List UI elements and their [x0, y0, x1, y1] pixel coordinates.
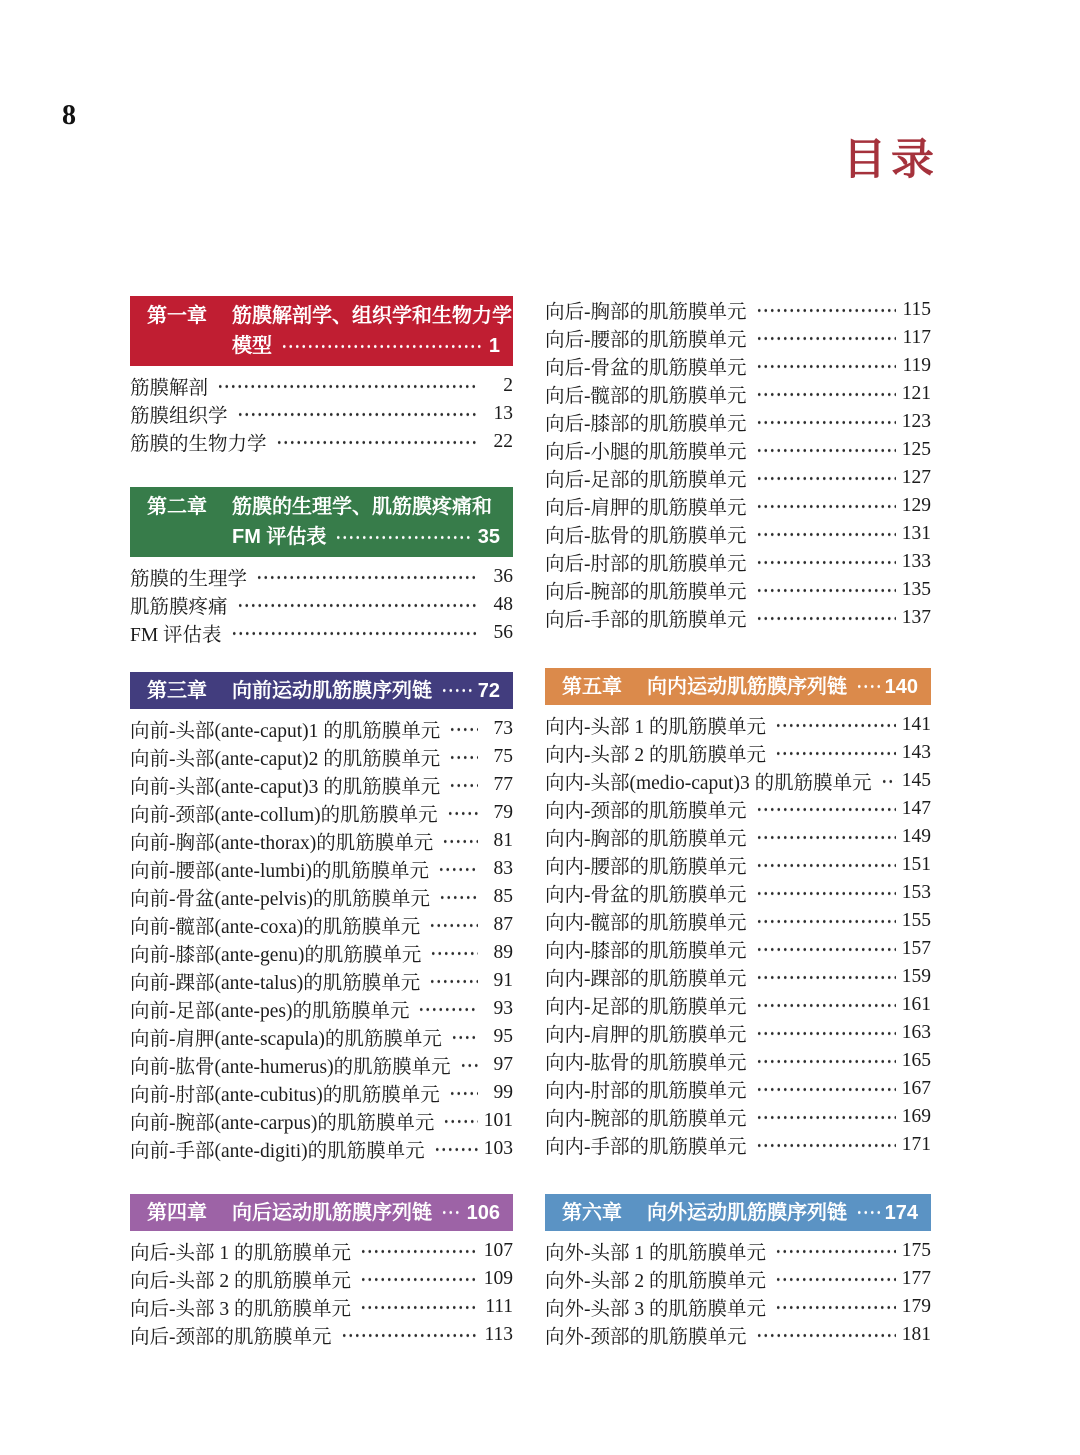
toc-item: [130, 619, 513, 647]
toc-item-label: 向内-手部的肌筋膜单元: [545, 1137, 747, 1158]
chapter-number-label: 第一章: [147, 305, 207, 327]
dot-leader: [756, 408, 897, 436]
toc-item-page: 125: [901, 439, 931, 460]
dot-leader: [775, 1265, 896, 1293]
toc-item-page: 179: [901, 1296, 931, 1317]
dot-leader: [756, 795, 897, 823]
toc-item-label: 筋膜解剖: [130, 378, 209, 399]
toc-item-page: 83: [493, 858, 513, 879]
toc-item-list: [130, 563, 513, 647]
toc-item-page: 95: [493, 1026, 513, 1047]
toc-item: [130, 883, 513, 911]
toc-item-page: 109: [483, 1268, 513, 1289]
chapter-title: 向内运动肌筋膜序列链: [647, 675, 847, 698]
toc-item: [130, 1051, 513, 1079]
toc-item-label: 向后-手部的肌筋膜单元: [545, 610, 747, 631]
toc-item-label: 向后-髋部的肌筋膜单元: [545, 386, 747, 407]
toc-item-label: 向前-肱骨(ante-humerus)的肌筋膜单元: [130, 1057, 451, 1078]
toc-item-list: [545, 296, 931, 632]
toc-item: [545, 711, 931, 739]
dot-leader: [756, 851, 897, 879]
toc-item-page: 81: [493, 830, 513, 851]
chapter-title: 筋膜的生理学、肌筋膜疼痛和: [232, 496, 492, 518]
toc-item-page: 155: [901, 910, 931, 931]
chapter-header-row: [147, 1198, 500, 1228]
chapter-title-line2: FM 评估表: [232, 526, 327, 548]
dot-leader: [856, 672, 880, 702]
toc-item: [545, 408, 931, 436]
chapter-header-row: [147, 676, 500, 706]
toc-section: [130, 672, 513, 1163]
chapter-title: 筋膜解剖学、组织学和生物力学: [232, 305, 512, 327]
chapter-header: [545, 668, 931, 705]
dot-leader: [756, 935, 897, 963]
dot-leader: [217, 372, 478, 400]
toc-item-list: [545, 711, 931, 1159]
toc-item: [545, 1019, 931, 1047]
dot-leader: [449, 743, 478, 771]
toc-item: [545, 576, 931, 604]
toc-item: [130, 1107, 513, 1135]
toc-item-label: 向后-头部 3 的肌筋膜单元: [130, 1299, 351, 1320]
toc-item-page: 121: [901, 383, 931, 404]
chapter-page-number: 106: [466, 1201, 500, 1224]
toc-item: [130, 1237, 513, 1265]
toc-item-page: 159: [901, 966, 931, 987]
toc-item: [545, 823, 931, 851]
toc-item: [130, 715, 513, 743]
dot-leader: [756, 464, 897, 492]
dot-leader: [438, 855, 478, 883]
dot-leader: [756, 907, 897, 935]
toc-item: [545, 520, 931, 548]
page-number: 8: [62, 100, 76, 131]
dot-leader: [756, 1047, 897, 1075]
toc-item-label: 向后-腕部的肌筋膜单元: [545, 582, 747, 603]
toc-item-label: 向内-踝部的肌筋膜单元: [545, 969, 747, 990]
toc-item: [130, 1023, 513, 1051]
toc-item-label: 向后-腰部的肌筋膜单元: [545, 330, 747, 351]
toc-item: [545, 324, 931, 352]
toc-item-page: 115: [902, 299, 931, 320]
chapter-page-number: 72: [477, 679, 500, 702]
toc-item-label: 向前-肩胛(ante-scapula)的肌筋膜单元: [130, 1029, 442, 1050]
toc-item-page: 157: [901, 938, 931, 959]
toc-item-label: 向后-颈部的肌筋膜单元: [130, 1327, 332, 1348]
toc-item-label: 向内-髋部的肌筋膜单元: [545, 913, 747, 934]
toc-item-page: 129: [901, 495, 931, 516]
toc-item-label: 向前-腰部(ante-lumbi)的肌筋膜单元: [130, 861, 429, 882]
toc-item: [130, 799, 513, 827]
toc-item: [545, 935, 931, 963]
toc-item-label: 向内-腕部的肌筋膜单元: [545, 1109, 747, 1130]
toc-item-page: 127: [901, 467, 931, 488]
toc-item-label: 向前-手部(ante-digiti)的肌筋膜单元: [130, 1141, 425, 1162]
toc-item-page: 91: [493, 970, 513, 991]
chapter-title: 向前运动肌筋膜序列链: [232, 679, 432, 702]
toc-item-page: 153: [901, 882, 931, 903]
toc-item-page: 123: [901, 411, 931, 432]
chapter-header: [130, 487, 513, 557]
toc-item-page: 97: [493, 1054, 513, 1075]
chapter-header: [130, 1194, 513, 1231]
toc-item: [545, 1321, 931, 1349]
dot-leader: [449, 715, 478, 743]
toc-item-list: [545, 1237, 931, 1349]
toc-item-page: 145: [901, 770, 931, 791]
toc-item-page: 165: [901, 1050, 931, 1071]
dot-leader: [360, 1293, 478, 1321]
chapter-page-number: 140: [884, 675, 918, 698]
toc-item-label: 向内-骨盆的肌筋膜单元: [545, 885, 747, 906]
toc-item: [545, 436, 931, 464]
dot-leader: [756, 520, 897, 548]
toc-item-page: 143: [901, 742, 931, 763]
toc-item-page: 111: [485, 1296, 513, 1317]
chapter-header-row: [147, 492, 500, 522]
toc-item-page: 48: [493, 594, 513, 615]
dot-leader: [775, 1237, 896, 1265]
toc-item-label: 向后-肘部的肌筋膜单元: [545, 554, 747, 575]
toc-section: [130, 1194, 513, 1349]
toc-item-label: 向内-颈部的肌筋膜单元: [545, 801, 747, 822]
toc-item-label: 向前-膝部(ante-genu)的肌筋膜单元: [130, 945, 422, 966]
toc-item: [130, 911, 513, 939]
dot-leader: [442, 827, 478, 855]
chapter-header-row: [147, 301, 512, 331]
dot-leader: [775, 711, 896, 739]
dot-leader: [756, 296, 897, 324]
toc-item-page: 75: [493, 746, 513, 767]
toc-section: [545, 1194, 931, 1349]
toc-item: [130, 1079, 513, 1107]
dot-leader: [276, 428, 478, 456]
dot-leader: [256, 563, 478, 591]
chapter-header: [130, 296, 513, 366]
dot-leader: [430, 939, 478, 967]
toc-item-label: 向后-肱骨的肌筋膜单元: [545, 526, 747, 547]
toc-item: [130, 400, 513, 428]
toc-item-page: 89: [493, 942, 513, 963]
toc-item-page: 163: [901, 1022, 931, 1043]
toc-item-list: [130, 1237, 513, 1349]
toc-item-label: 向前-头部(ante-caput)2 的肌筋膜单元: [130, 749, 441, 770]
toc-item-label: 向内-腰部的肌筋膜单元: [545, 857, 747, 878]
toc-item-page: 73: [493, 718, 513, 739]
dot-leader: [231, 619, 478, 647]
toc-item: [545, 907, 931, 935]
toc-item-page: 137: [901, 607, 931, 628]
toc-item: [545, 380, 931, 408]
toc-item-label: 向前-胸部(ante-thorax)的肌筋膜单元: [130, 833, 434, 854]
toc-item-label: 向后-头部 1 的肌筋膜单元: [130, 1243, 351, 1264]
dot-leader: [881, 767, 896, 795]
toc-item-page: 13: [493, 403, 513, 424]
dot-leader: [756, 1103, 897, 1131]
toc-item-page: 167: [901, 1078, 931, 1099]
toc-item-label: 向内-肘部的肌筋膜单元: [545, 1081, 747, 1102]
dot-leader: [441, 676, 473, 706]
toc-item-label: 向外-颈部的肌筋膜单元: [545, 1327, 747, 1348]
dot-leader: [443, 1107, 478, 1135]
toc-item-label: 向前-头部(ante-caput)3 的肌筋膜单元: [130, 777, 441, 798]
toc-item-label: 向前-颈部(ante-collum)的肌筋膜单元: [130, 805, 438, 826]
toc-column-left: [130, 296, 513, 1349]
toc-item-label: 向内-头部 1 的肌筋膜单元: [545, 717, 766, 738]
dot-leader: [418, 995, 478, 1023]
toc-item-page: 131: [901, 523, 931, 544]
dot-leader: [441, 1198, 462, 1228]
toc-item-page: 133: [901, 551, 931, 572]
toc-item-page: 103: [483, 1138, 513, 1159]
toc-section: [130, 296, 513, 456]
dot-leader: [281, 331, 484, 361]
toc-item-label: 向前-骨盆(ante-pelvis)的肌筋膜单元: [130, 889, 431, 910]
toc-item-label: 向外-头部 2 的肌筋膜单元: [545, 1271, 766, 1292]
toc-column-right: [545, 296, 931, 1349]
toc-item-label: 向内-肱骨的肌筋膜单元: [545, 1053, 747, 1074]
toc-item-list: [130, 372, 513, 456]
dot-leader: [756, 380, 897, 408]
dot-leader: [756, 548, 897, 576]
dot-leader: [335, 522, 472, 552]
toc-item: [130, 563, 513, 591]
chapter-header: [130, 672, 513, 709]
dot-leader: [756, 1321, 897, 1349]
dot-leader: [360, 1265, 478, 1293]
toc-item: [545, 963, 931, 991]
toc-item: [545, 1075, 931, 1103]
dot-leader: [756, 436, 897, 464]
dot-leader: [756, 576, 897, 604]
toc-item: [545, 991, 931, 1019]
toc-item-label: 向后-头部 2 的肌筋膜单元: [130, 1271, 351, 1292]
toc-item-label: 向后-膝部的肌筋膜单元: [545, 414, 747, 435]
toc-item: [130, 855, 513, 883]
toc-item-label: 向前-踝部(ante-talus)的肌筋膜单元: [130, 973, 421, 994]
chapter-number-label: 第四章: [147, 1201, 207, 1224]
toc-item-page: 177: [901, 1268, 931, 1289]
toc-item: [130, 827, 513, 855]
toc-item: [130, 771, 513, 799]
toc-item-page: 147: [901, 798, 931, 819]
toc-item-page: 135: [901, 579, 931, 600]
dot-leader: [447, 799, 478, 827]
toc-item-page: 87: [493, 914, 513, 935]
dot-leader: [449, 771, 478, 799]
page-title: 目录: [843, 136, 939, 184]
toc-section: [130, 487, 513, 647]
toc-item-page: 151: [901, 854, 931, 875]
toc-item: [130, 372, 513, 400]
toc-item: [545, 851, 931, 879]
chapter-number-label: 第五章: [562, 675, 622, 698]
toc-item-page: 77: [493, 774, 513, 795]
toc-item-page: 181: [901, 1324, 931, 1345]
toc-item-label: 向前-足部(ante-pes)的肌筋膜单元: [130, 1001, 410, 1022]
toc-item-label: 向内-胸部的肌筋膜单元: [545, 829, 747, 850]
toc-item-label: 向后-骨盆的肌筋膜单元: [545, 358, 747, 379]
dot-leader: [439, 883, 478, 911]
toc-item-page: 22: [493, 431, 513, 452]
toc-section: [545, 668, 931, 1159]
chapter-header-row: [147, 522, 500, 552]
dot-leader: [756, 352, 897, 380]
dot-leader: [429, 967, 478, 995]
toc-item: [545, 1265, 931, 1293]
chapter-number-label: 第三章: [147, 679, 207, 702]
toc-item: [130, 428, 513, 456]
toc-item-label: 向后-小腿的肌筋膜单元: [545, 442, 747, 463]
toc-item-label: 向内-膝部的肌筋膜单元: [545, 941, 747, 962]
toc-item: [130, 1265, 513, 1293]
toc-item: [130, 743, 513, 771]
chapter-number-label: 第六章: [562, 1201, 622, 1224]
toc-item-page: 161: [901, 994, 931, 1015]
toc-item: [130, 591, 513, 619]
toc-item: [130, 967, 513, 995]
toc-item-page: 107: [483, 1240, 513, 1261]
dot-leader: [434, 1135, 478, 1163]
chapter-header-row: [562, 1198, 918, 1228]
toc-item-page: 99: [493, 1082, 513, 1103]
toc-item: [545, 795, 931, 823]
toc-item-page: 113: [484, 1324, 513, 1345]
toc-item: [545, 296, 931, 324]
chapter-title: 向后运动肌筋膜序列链: [232, 1201, 432, 1224]
toc-item-page: 56: [493, 622, 513, 643]
dot-leader: [756, 1075, 897, 1103]
toc-item-label: 向内-足部的肌筋膜单元: [545, 997, 747, 1018]
toc-item: [130, 1135, 513, 1163]
toc-item-page: 36: [493, 566, 513, 587]
dot-leader: [360, 1237, 478, 1265]
toc-item-page: 2: [503, 375, 513, 396]
toc-item-label: 向外-头部 1 的肌筋膜单元: [545, 1243, 766, 1264]
dot-leader: [756, 991, 897, 1019]
dot-leader: [237, 591, 478, 619]
chapter-header-row: [562, 672, 918, 702]
toc-item: [130, 1321, 513, 1349]
toc-item: [545, 548, 931, 576]
toc-item-page: 93: [493, 998, 513, 1019]
toc-item: [545, 739, 931, 767]
dot-leader: [756, 492, 897, 520]
toc-item-page: 85: [493, 886, 513, 907]
toc-item-label: 筋膜的生理学: [130, 569, 248, 590]
dot-leader: [856, 1198, 880, 1228]
toc-item-list: [130, 715, 513, 1163]
toc-item-label: 向内-头部(medio-caput)3 的肌筋膜单元: [545, 773, 872, 794]
toc-item: [545, 1047, 931, 1075]
toc-item-page: 101: [483, 1110, 513, 1131]
toc-item-page: 141: [901, 714, 931, 735]
toc-item-label: 向前-腕部(ante-carpus)的肌筋膜单元: [130, 1113, 435, 1134]
dot-leader: [775, 1293, 896, 1321]
toc-item-label: 向外-头部 3 的肌筋膜单元: [545, 1299, 766, 1320]
chapter-header: [545, 1194, 931, 1231]
toc-item: [545, 604, 931, 632]
toc-item: [545, 1237, 931, 1265]
dot-leader: [756, 324, 897, 352]
chapter-page-number: 174: [884, 1201, 918, 1224]
toc-item: [130, 995, 513, 1023]
toc-item: [545, 492, 931, 520]
toc-item-page: 119: [902, 355, 931, 376]
toc-item-page: 171: [901, 1134, 931, 1155]
toc-item-label: 筋膜的生物力学: [130, 434, 267, 455]
toc-item: [545, 352, 931, 380]
dot-leader: [756, 823, 897, 851]
dot-leader: [341, 1321, 479, 1349]
toc-item: [130, 1293, 513, 1321]
toc-item-label: 向前-髋部(ante-coxa)的肌筋膜单元: [130, 917, 421, 938]
toc-item-page: 117: [902, 327, 931, 348]
toc-item-label: 向前-肘部(ante-cubitus)的肌筋膜单元: [130, 1085, 440, 1106]
toc-item-label: 向后-胸部的肌筋膜单元: [545, 302, 747, 323]
toc-item-label: 向内-头部 2 的肌筋膜单元: [545, 745, 766, 766]
dot-leader: [429, 911, 478, 939]
chapter-header-row: [147, 331, 500, 361]
dot-leader: [756, 1019, 897, 1047]
toc-item: [545, 1131, 931, 1159]
toc-section: [545, 296, 931, 632]
toc-item: [545, 767, 931, 795]
toc-item-page: 169: [901, 1106, 931, 1127]
dot-leader: [756, 604, 897, 632]
chapter-page-number: 1: [488, 335, 500, 357]
dot-leader: [756, 879, 897, 907]
dot-leader: [756, 963, 897, 991]
toc-item: [545, 464, 931, 492]
toc-item-label: 筋膜组织学: [130, 406, 228, 427]
toc-item-page: 149: [901, 826, 931, 847]
chapter-title-line2: 模型: [232, 335, 272, 357]
chapter-page-number: 35: [477, 526, 500, 548]
toc-item-label: 肌筋膜疼痛: [130, 597, 228, 618]
toc-item-label: 向后-足部的肌筋膜单元: [545, 470, 747, 491]
toc-item-label: 向后-肩胛的肌筋膜单元: [545, 498, 747, 519]
dot-leader: [775, 739, 896, 767]
dot-leader: [237, 400, 478, 428]
toc-item-page: 175: [901, 1240, 931, 1261]
toc-item-page: 79: [493, 802, 513, 823]
toc-item-label: 向内-肩胛的肌筋膜单元: [545, 1025, 747, 1046]
chapter-number-label: 第二章: [147, 496, 207, 518]
toc-item-label: FM 评估表: [130, 625, 222, 646]
dot-leader: [756, 1131, 897, 1159]
dot-leader: [460, 1051, 478, 1079]
toc-item: [545, 879, 931, 907]
chapter-title: 向外运动肌筋膜序列链: [647, 1201, 847, 1224]
toc-item: [130, 939, 513, 967]
toc-item: [545, 1103, 931, 1131]
dot-leader: [449, 1079, 478, 1107]
dot-leader: [451, 1023, 478, 1051]
toc-item-label: 向前-头部(ante-caput)1 的肌筋膜单元: [130, 721, 441, 742]
toc-item: [545, 1293, 931, 1321]
